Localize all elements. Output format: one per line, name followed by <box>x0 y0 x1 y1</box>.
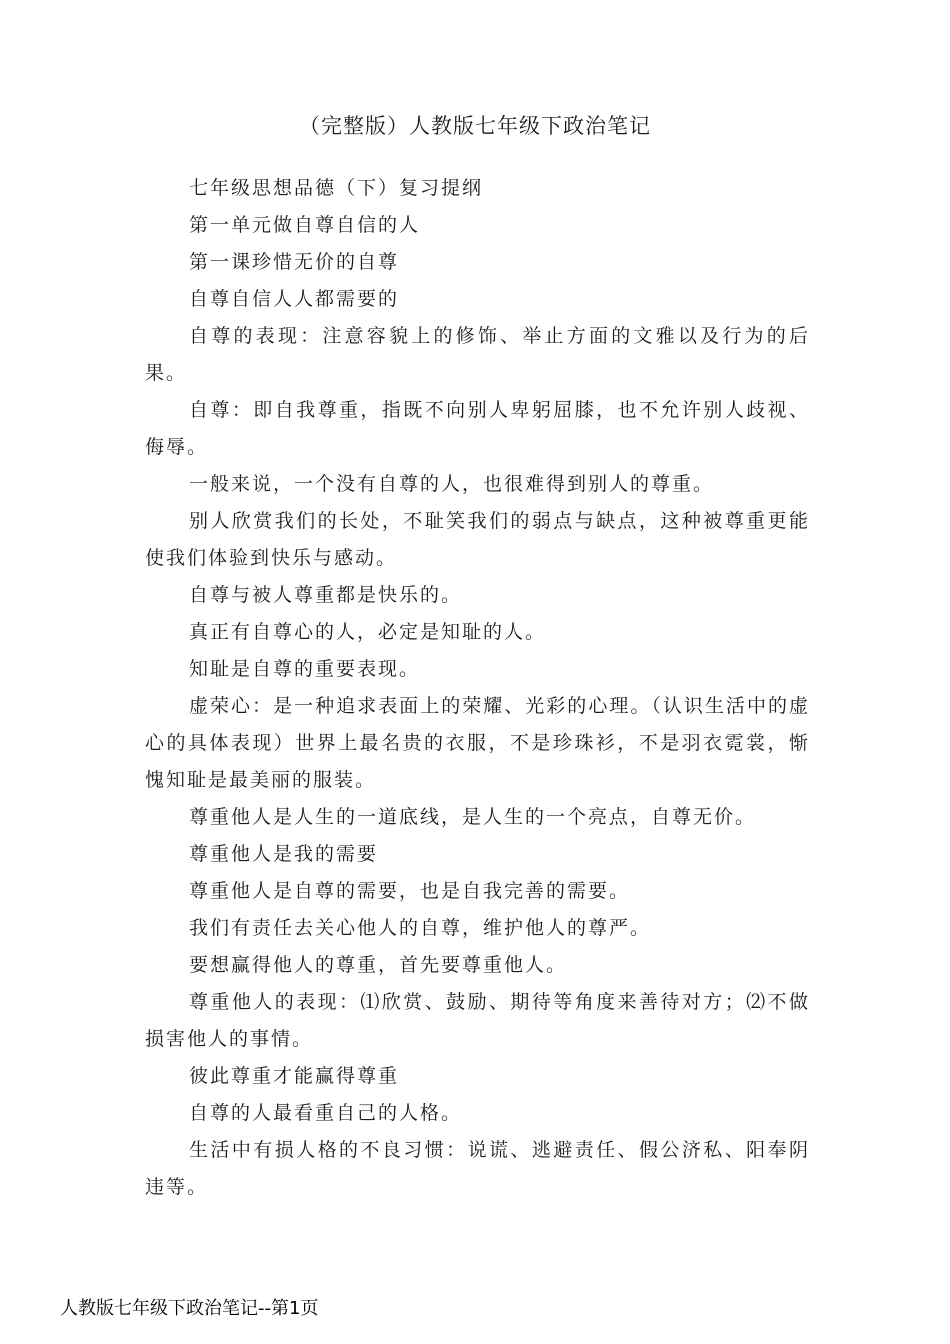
paragraph: 真正有自尊心的人，必定是知耻的人。 <box>189 621 547 643</box>
paragraph: 第一单元做自尊自信的人 <box>189 214 421 236</box>
paragraph: 别人欣赏我们的长处，不耻笑我们的弱点与缺点，这种被尊重更能使我们体验到快乐与感动。 <box>145 510 810 569</box>
paragraph: 尊重他人是自尊的需要，也是自我完善的需要。 <box>189 880 631 902</box>
page-title: （完整版）人教版七年级下政治笔记 <box>299 114 651 138</box>
paragraph: 彼此尊重才能赢得尊重 <box>189 1065 400 1087</box>
document-body <box>145 170 810 1206</box>
paragraph: 七年级思想品德（下）复习提纲 <box>189 177 484 199</box>
paragraph: 知耻是自尊的重要表现。 <box>189 658 421 680</box>
paragraph: 尊重他人的表现：⑴欣赏、鼓励、期待等角度来善待对方；⑵不做损害他人的事情。 <box>145 991 810 1050</box>
paragraph: 虚荣心：是一种追求表面上的荣耀、光彩的心理。（认识生活中的虚心的具体表现）世界上最名贵的衣服，不是珍珠衫，不是羽衣霓裳，惭愧知耻是最美丽的服装。 <box>145 695 810 791</box>
paragraph: 第一课珍惜无价的自尊 <box>189 251 400 273</box>
paragraph: 要想赢得他人的尊重，首先要尊重他人。 <box>189 954 568 976</box>
paragraph: 自尊的人最看重自己的人格。 <box>189 1102 463 1124</box>
paragraph: 自尊：即自我尊重，指既不向别人卑躬屈膝，也不允许别人歧视、侮辱。 <box>145 399 810 458</box>
page-footer: 人教版七年级下政治笔记--第1页 <box>60 1298 319 1319</box>
paragraph: 自尊的表现：注意容貌上的修饰、举止方面的文雅以及行为的后果。 <box>145 325 810 384</box>
paragraph: 我们有责任去关心他人的自尊，维护他人的尊严。 <box>189 917 652 939</box>
paragraph: 自尊与被人尊重都是快乐的。 <box>189 584 463 606</box>
paragraph: 自尊自信人人都需要的 <box>189 288 400 310</box>
paragraph: 尊重他人是我的需要 <box>189 843 379 865</box>
paragraph: 尊重他人是人生的一道底线，是人生的一个亮点，自尊无价。 <box>189 806 757 828</box>
paragraph: 生活中有损人格的不良习惯：说谎、逃避责任、假公济私、阳奉阴违等。 <box>145 1139 810 1198</box>
paragraph: 一般来说，一个没有自尊的人，也很难得到别人的尊重。 <box>189 473 715 495</box>
